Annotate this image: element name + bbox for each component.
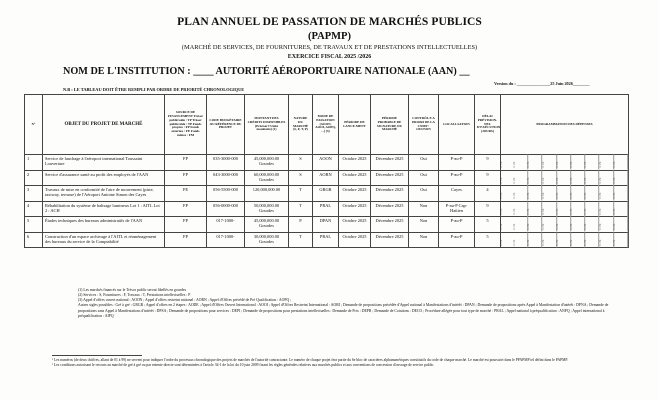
quarter-value: 11.1% [528,233,542,248]
cell-lancement: Octobre 2025 [339,201,371,217]
cell-programmation [501,201,629,217]
cell-signature: Décembre 2025 [371,201,409,217]
quarter-value: 11.1% [585,155,599,170]
cell-controle: Non [409,217,439,233]
cell-delai: 5 [475,217,501,233]
cell-lancement: Octobre 2025 [339,170,371,186]
institution-name: ____ AUTORITÉ AÉROPORTUAIRE NATIONALE (AAN) __ [193,66,470,77]
cell-signature: Décembre 2025 [371,217,409,233]
cell-lancement: Octobre 2025 [339,217,371,233]
cell-montant: 45,000,000.00 Gourdes [245,217,289,233]
cell-mode: DPAN [313,217,339,233]
quarter-value: 11.1% [500,177,503,184]
column-header: PROGRAMMATION DES DÉPENSES [501,95,629,155]
cell-no: 2 [25,170,43,186]
cell-delai: 5 [475,232,501,248]
institution-line [63,66,470,77]
cell-objet: Construction d'un espace archivage à l'AITL et réaménagement des bureaux du service de la Comptabilité [43,232,165,248]
quarter-value: 11.1% [514,155,528,170]
quarter-value: 11.1% [557,186,571,201]
table-row [25,186,629,202]
column-header: PÉRIODE PROBABLE DE SIGNATURE DU MARCHÉ [371,95,409,155]
table-row [25,232,629,248]
quarter-value: 11.1% [528,171,542,186]
quarter-value: 11.1% [514,202,528,217]
cell-lancement: Octobre 2025 [339,186,371,202]
quarter-value: 11.1% [585,202,599,217]
cell-mode: GRGR [313,186,339,202]
legend-line: (3) Appel d'offres ouvert national : AOON ; Appel d'offres restreint national : AORN ; Appel d'Offres précédé de Pré Qualification : AOPQ ; [78,298,292,303]
cell-localisation: P-au-P Cap-Haïtien [439,201,475,217]
quarter-value: 11.1% [571,233,585,248]
cell-source: FP [165,201,207,217]
cell-montant: 60,000,000.00 Gourdes [245,170,289,186]
quarter-value: 11.1% [614,233,628,248]
cell-signature: Décembre 2025 [371,170,409,186]
cell-programmation [501,232,629,248]
table-body [25,155,629,248]
quarter-value: 11.1% [528,186,542,201]
quarter-value: 11.1% [600,202,614,217]
table-row [25,217,629,233]
cell-nature: S [289,155,313,171]
quarter-value: 11.1% [500,161,503,169]
quarter-value: 11.1% [600,171,614,186]
cell-localisation: P-au-P [439,217,475,233]
quarter-value: 11.1% [585,217,599,232]
quarter-value: 11.1% [585,233,599,248]
cell-code: 043-3000-000 [207,170,245,186]
column-header: SOURCE DE FINANCEMENT Trésor public/aide : TP Trésor public/aide : TP Fonds propres : FP Fonds externes : FE Fonds mixtes : FM [165,95,207,155]
procurement-plan-table [24,94,629,248]
table-header-row [25,95,629,155]
cell-controle: Oui [409,155,439,171]
cell-controle: Non [409,232,439,248]
quarter-value: 11.1% [557,155,571,170]
cell-no: 3 [25,186,43,202]
quarter-value: 11.1% [585,171,599,186]
quarter-value: 11.1% [557,202,571,217]
cell-signature: Décembre 2025 [371,186,409,202]
legend-line: (1) Les marchés financés sur le Trésor public seront libellés en gourdes [78,288,187,292]
version-date: Version du : ________________25 Juin 2026________ [494,81,590,86]
cell-delai: 9 [475,155,501,171]
column-header: MODE DE PASSATION (AOON, AOOI, AOPQ, ...) (3) [313,95,339,155]
cell-no: 1 [25,155,43,171]
quarter-value: 11.1% [571,155,585,170]
cell-code: 035-3000-000 [207,155,245,171]
table-row [25,170,629,186]
cell-objet: Études techniques des bureaux administratifs de l'AAN [43,217,165,233]
cell-controle: Oui [409,170,439,186]
cell-nature: T [289,186,313,202]
cell-source: FP [165,232,207,248]
quarter-value: 11.1% [571,217,585,232]
cell-nature: S [289,170,313,186]
legend-line: (2) Services : S, Fournitures : F, Travaux : T, Prestations intellectuelles : P [78,293,191,298]
column-header: LOCALI-SATION [439,95,475,155]
quarter-value: 11.1% [585,186,599,201]
cell-montant: 45,000,000.00 Gourdes [245,155,289,171]
cell-localisation: P-au-P [439,155,475,171]
column-header: CODE BUDGÉTAIRE OU RÉFÉRENCE DU PROJET [207,95,245,155]
column-header: PÉRIODE DE LANCE-MENT [339,95,371,155]
cell-localisation: Cayes [439,186,475,202]
column-header: DÉLAI PRÉVISION-NEL D'EXÉCUTION (JOURS) [475,95,501,155]
quarter-value: 11.1% [500,239,503,246]
quarter-value: 11.1% [543,171,557,186]
quarter-value: 11.1% [614,217,628,232]
cell-mode: AORN [313,170,339,186]
quarter-value: 11.1% [543,186,557,201]
cell-programmation [501,217,629,233]
cell-objet: Service de fauchage à l'aéroport international Toussaint Louverture [43,155,165,171]
cell-source: FE [165,186,207,202]
cell-nature: P [289,217,313,233]
table-row [25,201,629,217]
column-header: CONTRÔL E A PRIORI DE LA CNMP : OUI/NON [409,95,439,155]
cell-programmation [501,155,629,171]
cell-code: 056-5500-000 [207,186,245,202]
legend [78,288,628,319]
quarter-value: 11.1% [514,217,528,232]
quarter-value: 11.1% [514,233,528,248]
cell-programmation [501,170,629,186]
document-acronym: (PAPMP) [308,31,351,42]
cell-localisation: P-au-P [439,170,475,186]
document-title: PLAN ANNUEL DE PASSATION DE MARCHÉS PUBLICS [177,16,482,28]
footnote: ² Les conditions autorisant le recours au marché de gré à gré ou par entente directe sont déterminées à l'article 34-1 de la loi du 10 juin 2009 fixant les règles générales relatives aux marchés publics et aux conventions de concession d'ouvrage de service public. [52,363,435,368]
quarter-value: 11.1% [557,171,571,186]
cell-mode: PRAL [313,232,339,248]
cell-source: FP [165,217,207,233]
cell-mode: AOON [313,155,339,171]
quarter-value: 11.1% [614,186,628,201]
cell-localisation: P-au-P [439,232,475,248]
cell-controle: Non [409,201,439,217]
cell-montant: 50,000,000.00 Gourdes [245,201,289,217]
quarter-value: 11.1% [614,155,628,170]
quarter-value: 11.1% [543,233,557,248]
cell-objet: Réhabilitation du système de balisage lumineux Lot 1 : AITL Lot 2 : ACH [43,201,165,217]
cell-code: 017-1000- [207,217,245,233]
cell-delai: 9 [475,170,501,186]
quarter-value: 11.1% [600,217,614,232]
cell-no: 4 [25,201,43,217]
cell-delai: 9 [475,201,501,217]
institution-label: NOM DE L'INSTITUTION : [63,66,191,77]
column-header: NATURE DU MARCHÉ (S, F, T, P) [289,95,313,155]
cell-programmation [501,186,629,202]
column-header: MONTANT DES CRÉDITS DISPONIBLES (Préciser l'Unité monétaire) (1) [245,95,289,155]
fiscal-year: EXERCICE FISCAL 2025 /2026 [287,54,372,60]
quarter-value: 11.1% [600,233,614,248]
quarter-value: 11.1% [500,208,503,215]
footnote: ¹ Les numéros (de deux chiffres, allant de 01 à 99) ne servent pour indiquer l'ordre du processus chronologique des projets de marchés de l'autorité contractante. Le numéro de chaque projet fera partie du 6e bloc de caractères alphanumériques constitutifs du code de chaque marché. Le marché est poursuivi dans le PPAPMP tel défini dans le PAPMP. [52,358,568,362]
cell-lancement: Octobre 2025 [339,155,371,171]
cell-objet: Travaux de mise en conformité de l'aire de mouvement (piste, taxiway, terrasse) de l'Aéroport Antoine Simon des Cayes [43,186,165,202]
cell-signature: Décembre 2025 [371,232,409,248]
cell-nature: T [289,232,313,248]
quarter-value: 11.1% [557,217,571,232]
quarter-value: 11.1% [543,217,557,232]
footnote-divider [52,355,142,356]
quarter-value: 11.1% [614,202,628,217]
cell-controle: Oui [409,186,439,202]
cell-lancement: Octobre 2025 [339,232,371,248]
quarter-value: 11.1% [571,202,585,217]
quarter-value: 11.1% [600,155,614,170]
footnotes [52,358,612,368]
column-header: N° [25,95,43,155]
cell-montant: 30,000,000.00 Gourdes [245,232,289,248]
cell-source: FP [165,170,207,186]
cell-signature: Décembre 2025 [371,155,409,171]
quarter-value: 11.1% [500,223,503,231]
cell-montant: 120,000,000.00 [245,186,289,202]
document-subtitle: (MARCHÉ DE SERVICES, DE FOURNITURES, DE TRAVAUX ET DE PRESTATIONS INTELLECTUELLES) [181,44,478,51]
cell-nature: T [289,201,313,217]
quarter-value: 11.1% [514,171,528,186]
quarter-value: 11.1% [528,202,542,217]
column-header: OBJET DU PROJET DE MARCHÉ [43,95,165,155]
quarter-value: 11.1% [600,186,614,201]
table-row [25,155,629,171]
quarter-value: 11.1% [528,155,542,170]
cell-mode: PRAL [313,201,339,217]
quarter-value: 11.1% [571,171,585,186]
legend-line: Autres sigles possibles : Gré à gré : GRGR ; Appel d'offres en 2 étapes : AODE ; Appel d'Offres Ouvert International : AOOI ; Appel d'Offres Restreint International : AORI ; Demande de propositions précédée d'Appel national à Manifestations d'intérêt : DPAN ; Demande de propositions après Appel à Manifestation d'intérêt : DPNA ; Demande de propositions sans Appel à Manifestations d'intérêt : DPSA ; Demande de propositions pour services : DEPI ; Demande de propositions pour prestations intellectuelles : Demande de Prix : DEPR ; Demande de Cotations : DECO ; Procédure allégée pour tout type de marché : PRAL ; Appel national à préqualification : ANPQ ; Appel international à préqualification : AIPQ [78,303,609,318]
cell-no: 6 [25,232,43,248]
quarter-value: 11.1% [528,217,542,232]
cell-code: 017-1000- [207,232,245,248]
quarter-value: 11.1% [614,171,628,186]
priority-note: N.B : LE TABLEAU DOIT ÊTRE REMPLI PAR ORDRE DE PRIORITÉ CHRONOLOGIQUE [63,87,245,92]
quarter-value: 11.1% [500,192,503,200]
quarter-value: 11.1% [514,186,528,201]
quarter-value: 11.1% [543,155,557,170]
cell-no: 5 [25,217,43,233]
quarter-value: 11.1% [571,186,585,201]
quarter-value: 11.1% [557,233,571,248]
cell-delai: 4 [475,186,501,202]
cell-code: 056-0000-000 [207,201,245,217]
cell-source: FP [165,155,207,171]
quarter-value: 11.1% [543,202,557,217]
cell-objet: Service d'assurance santé au profit des employés de l'AAN [43,170,165,186]
